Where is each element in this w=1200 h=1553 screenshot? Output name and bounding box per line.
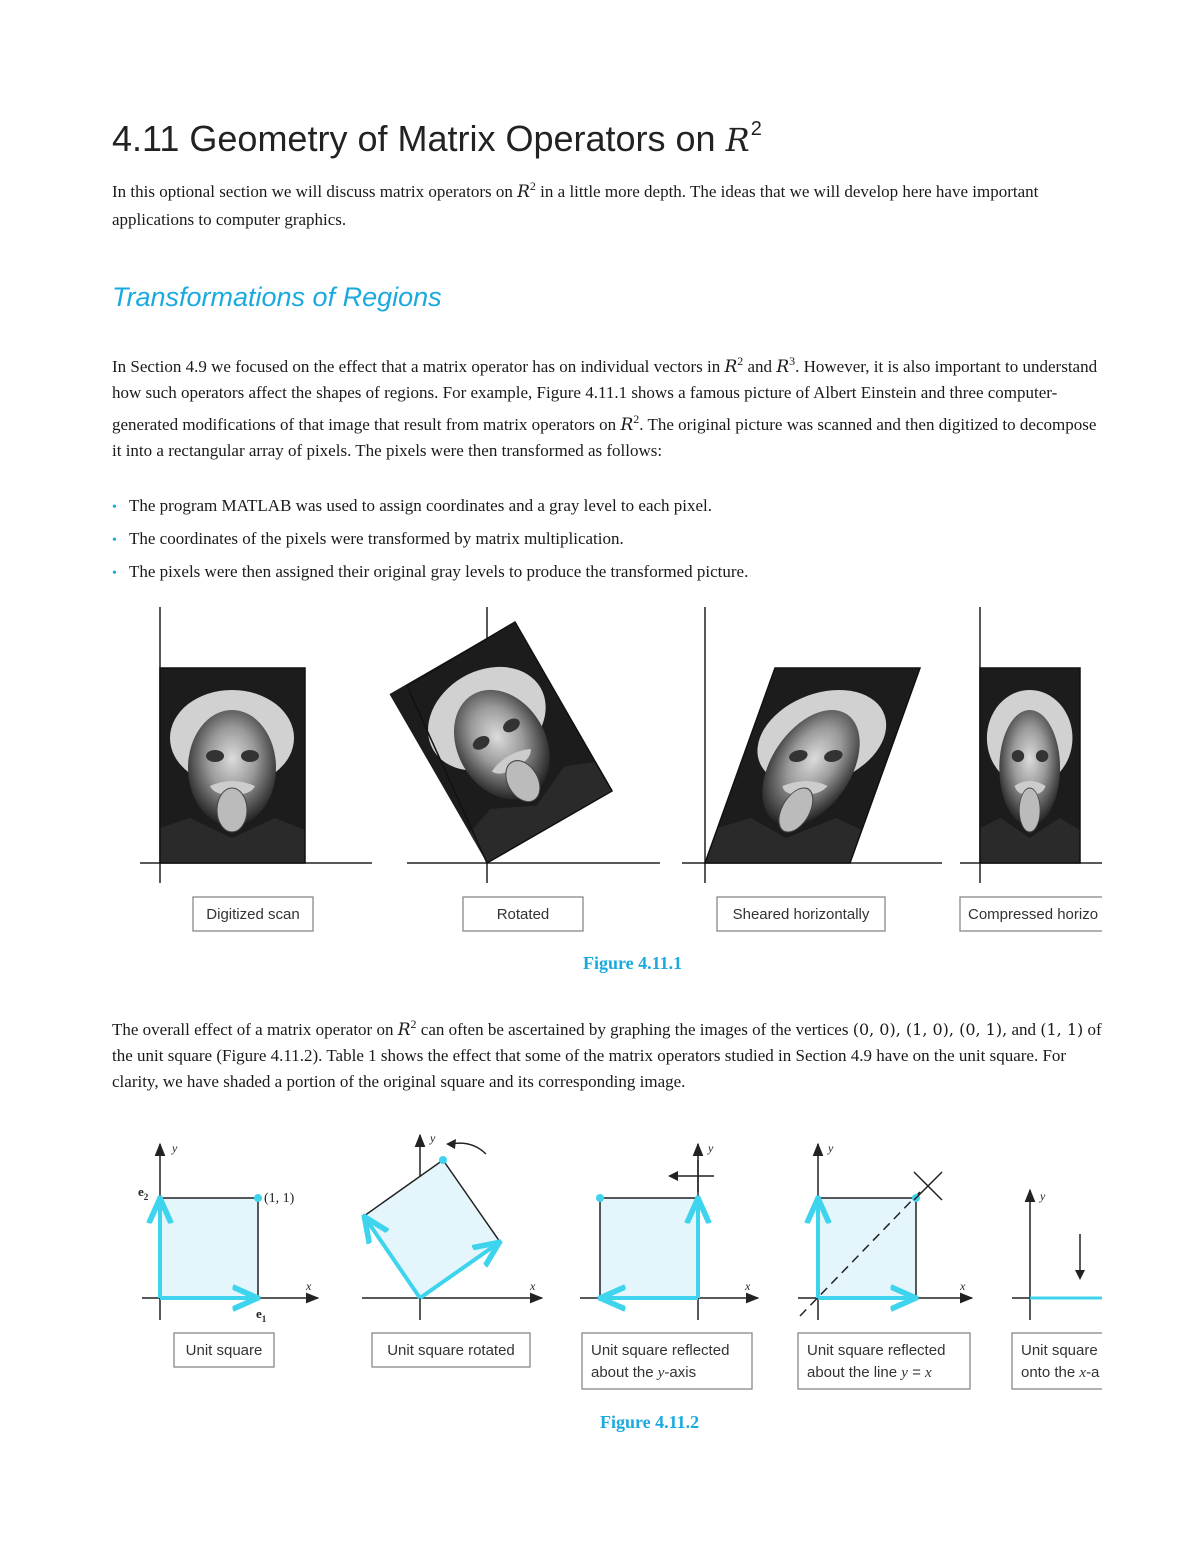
para3-vertices: (0, 0), (1, 0), (0, 1), — [852, 1020, 1008, 1039]
e2-letter: e — [138, 1184, 144, 1199]
label-part: about the — [591, 1364, 658, 1381]
bullet-marker: • — [112, 500, 117, 515]
e1-subscript: 1 — [261, 1314, 267, 1324]
para2-math-r2: R — [776, 357, 790, 377]
body-paragraph-2 — [112, 1011, 1102, 1095]
intro-math-sup: 2 — [529, 179, 536, 193]
para2-text-1: In Section 4.9 we focused on the effect that a matrix operator has on individual vectors in — [112, 357, 725, 376]
list-item — [112, 525, 748, 558]
para2-math-r1: R — [724, 357, 738, 377]
panel-sheared — [682, 607, 942, 931]
label-part-italic: x — [925, 1365, 932, 1381]
label-projection-line-1: Unit square — [1021, 1342, 1098, 1359]
page-title-text: 4.11 Geometry of Matrix Operators on — [112, 118, 716, 159]
label-sheared: Sheared horizontally — [732, 906, 870, 923]
bullet-text: The program MATLAB was used to assign coordinates and a gray level to each pixel. — [129, 496, 713, 515]
bullet-text: The pixels were then assigned their original gray levels to produce the transformed picture. — [129, 562, 749, 581]
e2-label — [138, 1184, 149, 1202]
para3-text-2: can often be ascertained by graphing the images of the vertices — [416, 1020, 853, 1039]
bullet-marker: • — [112, 566, 117, 581]
label-part: -axis — [664, 1364, 697, 1381]
para3-math-r: R — [397, 1020, 411, 1040]
bullet-marker: • — [112, 533, 117, 548]
label-part: onto the — [1021, 1364, 1080, 1381]
label-part: about the line — [807, 1364, 902, 1381]
y-axis-label: y — [430, 1131, 436, 1145]
para3-sup: 2 — [410, 1017, 417, 1031]
para3-text-1: The overall effect of a matrix operator on — [112, 1020, 398, 1039]
figure-4-11-2 — [0, 1130, 1102, 1400]
para2-text-2: . However, it is also important to understand how such operators affect the shapes of regions. For example, Figure 4.11.1 shows a famous picture of Albert Einstein and three computer-generated modifications of that image that result from matrix operators on — [112, 357, 1098, 434]
figure-4-11-1 — [0, 600, 1102, 940]
para3-and: and — [1007, 1020, 1041, 1039]
label-projection-line-2 — [1021, 1364, 1100, 1381]
x-axis-label: x — [960, 1279, 966, 1293]
panel-digitized-scan — [140, 607, 372, 931]
label-reflected-line-2 — [807, 1364, 932, 1381]
para3-vertex-4: (1, 1) — [1040, 1020, 1084, 1039]
intro-paragraph — [112, 173, 1102, 233]
bullet-text: The coordinates of the pixels were transformed by matrix multiplication. — [129, 529, 624, 548]
page-title — [112, 118, 762, 160]
y-axis-label: y — [172, 1141, 178, 1155]
y-axis-label: y — [708, 1141, 714, 1155]
panel-compressed — [960, 607, 1102, 931]
para2-sup-2: 3 — [789, 354, 796, 368]
para2-and: and — [743, 357, 777, 376]
para2-sup-3: 2 — [633, 412, 640, 426]
e1-letter: e — [256, 1306, 262, 1321]
bullet-list — [112, 492, 748, 591]
label-unit-square: Unit square — [185, 1342, 263, 1359]
list-item — [112, 558, 748, 591]
label-digitized-scan: Digitized scan — [206, 906, 300, 923]
para2-sup-1: 2 — [737, 354, 744, 368]
intro-math-r: R — [517, 182, 530, 202]
panel-rotated — [390, 607, 661, 931]
label-reflected-y-line-2 — [591, 1364, 696, 1381]
figure-caption-1: Figure 4.11.1 — [583, 953, 683, 973]
x-axis-label: x — [745, 1279, 751, 1293]
label-unit-square-rotated: Unit square rotated — [387, 1342, 515, 1359]
label-reflected-y-line-1: Unit square reflected — [591, 1342, 730, 1359]
body-paragraph-1 — [112, 348, 1102, 464]
list-item — [112, 492, 748, 525]
para2-text-3: . The original picture was scanned and then digitized to decompose it into a rectangular array of pixels. The pixels were then transformed as follows: — [112, 415, 1097, 460]
label-part-italic: y — [657, 1365, 665, 1381]
intro-text-2: in a little more depth. The ideas that we will develop here have important applications to computer graphics. — [112, 182, 1039, 229]
intro-text-1: In this optional section we will discuss matrix operators on — [112, 182, 518, 201]
para2-math-r3: R — [620, 415, 634, 435]
page-title-math: R — [725, 121, 750, 159]
label-part-italic: x — [1079, 1365, 1087, 1381]
label-part: = — [907, 1364, 926, 1381]
label-compressed: Compressed horizo — [968, 906, 1099, 923]
panel-reflected-line-y-x — [798, 1141, 972, 1389]
point-1-1-label: (1, 1) — [264, 1191, 295, 1206]
x-axis-label: x — [306, 1279, 312, 1293]
label-reflected-line-1: Unit square reflected — [807, 1342, 946, 1359]
e2-subscript: 2 — [143, 1192, 149, 1202]
panel-unit-square — [138, 1141, 318, 1367]
para3-text-3: of the unit square (Figure 4.11.2). Table 1 shows the effect that some of the matrix operators studied in Section 4.9 have on the unit square. For clarity, we have shaded a portion of the original square and its corresponding image. — [112, 1020, 1102, 1091]
e1-label — [256, 1306, 267, 1324]
label-part-italic: y — [901, 1365, 908, 1381]
x-axis-label: x — [530, 1279, 536, 1293]
figure-caption-2: Figure 4.11.2 — [600, 1412, 700, 1432]
panel-projection-x-axis — [1012, 1189, 1102, 1389]
y-axis-label: y — [1040, 1189, 1046, 1203]
panel-reflected-y-axis — [580, 1141, 758, 1389]
label-rotated: Rotated — [496, 906, 550, 923]
panel-unit-square-rotated — [362, 1131, 542, 1367]
page-title-sup: 2 — [750, 118, 762, 140]
label-part: -a — [1086, 1364, 1100, 1381]
y-axis-label: y — [828, 1141, 834, 1155]
section-heading: Transformations of Regions — [112, 282, 442, 312]
